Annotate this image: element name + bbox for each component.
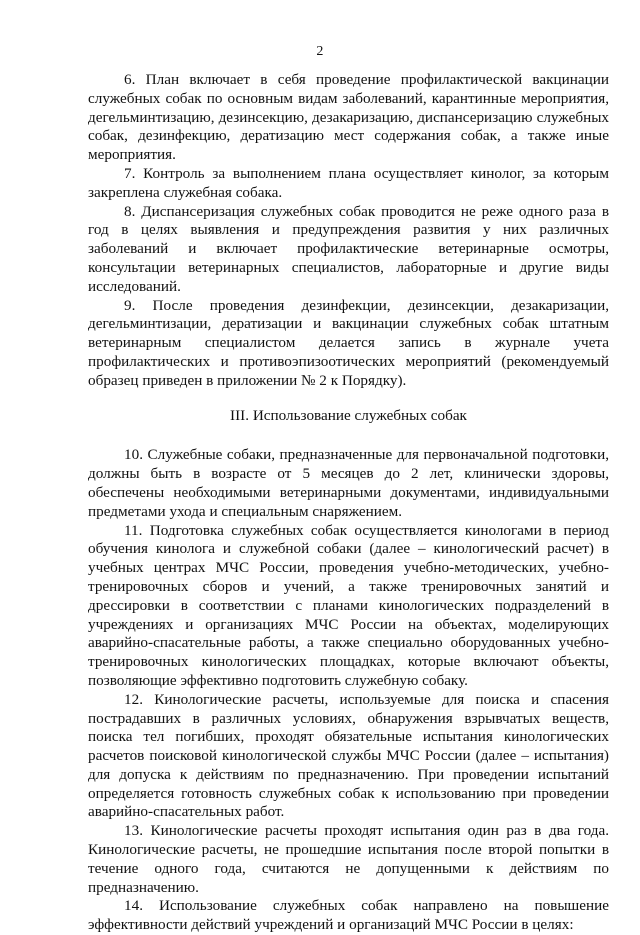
paragraph-13: 13. Кинологические расчеты проходят испытания один раз в два года. Кинологические расчеты, не прошедшие испытания после второй попытки в течение одного года, считаются не допущенными к действиям по предназначению. <box>88 822 609 896</box>
paragraph-11: 11. Подготовка служебных собак осуществляется кинологами в период обучения кинолога и служебной собаки (далее – кинологический расчет) в учебных центрах МЧС России, проведения учебно-методических, учебно-тренировочных сборов и учений, а также тренировочных занятий и дрессировки в соответствии с планами кинологических подразделений в учреждениях и организациях МЧС России на объектах, моделирующих аварийно-спасательные работы, а также специально оборудованных учебно-тренировочных кинологических площадках, которые включают объекты, позволяющие эффективно подготовить служебную собаку. <box>88 521 609 689</box>
paragraph-6: 6. План включает в себя проведение профилактической вакцинации служебных собак по основным видам заболеваний, карантинные мероприятия, дегельминтизацию, дезинсекцию, дезакаризацию, диспансеризацию служебных собак, дезинфекцию, дератизацию мест содержания собак, а также иные мероприятия. <box>88 71 609 164</box>
document-body <box>88 71 609 935</box>
section-heading: III. Использование служебных собак <box>230 406 467 424</box>
paragraph-7: 7. Контроль за выполнением плана осуществляет кинолог, за которым закреплена служебная собака. <box>88 164 609 201</box>
paragraph-12: 12. Кинологические расчеты, используемые для поиска и спасения пострадавших в различных условиях, обнаружения взрывчатых веществ, поиска тел погибших, проходят обязательные испытания кинологических расчетов поисковой кинологической службы МЧС России (далее – испытания) для допуска к действиям по предназначению. При проведении испытаний определяется готовность служебных собак к использованию при проведении аварийно-спасательных работ. <box>88 690 609 821</box>
paragraph-10: 10. Служебные собаки, предназначенные для первоначальной подготовки, должны быть в возрасте от 5 месяцев до 2 лет, клинически здоровы, обеспечены необходимыми ветеринарными документами, индивидуальными предметами ухода и специальным снаряжением. <box>88 446 609 520</box>
paragraph-8: 8. Диспансеризация служебных собак проводится не реже одного раза в год в целях выявления и предупреждения развития у них различных заболеваний и включает профилактические ветеринарные осмотры, консультации ветеринарных специалистов, лабораторные и другие виды исследований. <box>88 202 609 295</box>
paragraph-14: 14. Использование служебных собак направлено на повышение эффективности действий учреждений и организаций МЧС России в целях: <box>88 897 609 934</box>
page-number: 2 <box>316 44 324 59</box>
paragraph-9: 9. После проведения дезинфекции, дезинсекции, дезакаризации, дегельминтизации, дератизации и вакцинации служебных собак штатным ветеринарным специалистом делается запись в журнале учета профилактических и противоэпизоотических мероприятий (рекомендуемый образец приведен в приложении № 2 к Порядку). <box>88 296 609 389</box>
